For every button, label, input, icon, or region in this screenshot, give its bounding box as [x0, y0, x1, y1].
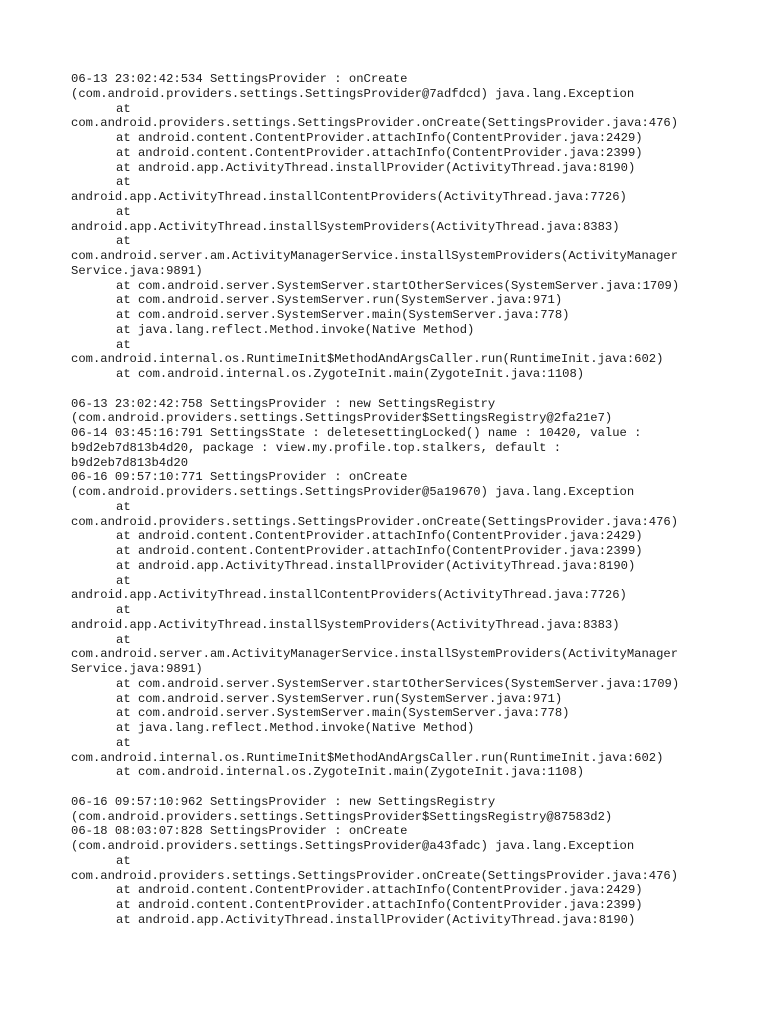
log-line: b9d2eb7d813b4d20 [71, 455, 189, 470]
log-line: at com.android.server.SystemServer.run(SystemServer.java:971) [116, 691, 563, 706]
log-line: (com.android.providers.settings.SettingsProvider$SettingsRegistry@87583d2) [71, 809, 613, 824]
log-line: at [116, 735, 131, 750]
log-line: b9d2eb7d813b4d20, package : view.my.profile.top.stalkers, default : [71, 440, 562, 455]
log-line: com.android.internal.os.RuntimeInit$MethodAndArgsCaller.run(RuntimeInit.java:602) [71, 352, 664, 367]
log-line: at com.android.server.SystemServer.startOtherServices(SystemServer.java:1709) [116, 676, 680, 691]
log-line: Service.java:9891) [71, 662, 203, 676]
log-line: at android.app.ActivityThread.installProvider(ActivityThread.java:8190) [116, 912, 636, 927]
log-line: 06-18 08:03:07:828 SettingsProvider : onCreate [71, 824, 408, 839]
log-line: com.android.providers.settings.SettingsProvider.onCreate(SettingsProvider.java:476) [71, 116, 679, 131]
log-line: at [116, 603, 131, 617]
log-line: (com.android.providers.settings.SettingsProvider$SettingsRegistry@2fa21e7) [71, 411, 613, 426]
log-line: at [116, 499, 131, 514]
log-line: at android.content.ContentProvider.attachInfo(ContentProvider.java:2399) [116, 898, 643, 912]
log-line: at android.content.ContentProvider.attachInfo(ContentProvider.java:2399) [116, 544, 643, 558]
log-line: at com.android.server.SystemServer.startOtherServices(SystemServer.java:1709) [116, 278, 680, 293]
log-line: at com.android.internal.os.ZygoteInit.main(ZygoteInit.java:1108) [116, 765, 585, 780]
log-line: at android.app.ActivityThread.installProvider(ActivityThread.java:8190) [116, 558, 636, 573]
log-line: at android.content.ContentProvider.attachInfo(ContentProvider.java:2399) [116, 145, 643, 160]
blank-line [71, 780, 711, 795]
log-line: com.android.server.am.ActivityManagerService.installSystemProviders(ActivityManager [71, 647, 679, 662]
log-line: (com.android.providers.settings.SettingsProvider@7adfdcd) java.lang.Exception [71, 86, 635, 101]
log-line: 06-13 23:02:42:758 SettingsProvider : new SettingsRegistry [71, 396, 496, 411]
log-line: 06-14 03:45:16:791 SettingsState : deletesettingLocked() name : 10420, value : [71, 426, 642, 440]
log-line: android.app.ActivityThread.installSystemProviders(ActivityThread.java:8383) [71, 617, 620, 632]
log-text-block [71, 72, 711, 928]
log-line: com.android.providers.settings.SettingsProvider.onCreate(SettingsProvider.java:476) [71, 868, 679, 883]
log-line: com.android.providers.settings.SettingsProvider.onCreate(SettingsProvider.java:476) [71, 514, 679, 529]
log-line: at com.android.internal.os.ZygoteInit.main(ZygoteInit.java:1108) [116, 367, 585, 381]
log-line: Service.java:9891) [71, 263, 203, 278]
log-line: at [116, 853, 131, 868]
log-line: at android.content.ContentProvider.attachInfo(ContentProvider.java:2429) [116, 131, 643, 145]
log-line: at [116, 101, 131, 116]
log-line: com.android.server.am.ActivityManagerService.installSystemProviders(ActivityManager [71, 249, 679, 263]
log-line: at android.app.ActivityThread.installProvider(ActivityThread.java:8190) [116, 160, 636, 175]
log-line: 06-16 09:57:10:771 SettingsProvider : onCreate [71, 470, 408, 485]
log-line: 06-16 09:57:10:962 SettingsProvider : new SettingsRegistry [71, 794, 496, 809]
log-line: at [116, 632, 131, 647]
log-line: at [116, 234, 131, 249]
log-line: at [116, 573, 131, 588]
log-line: android.app.ActivityThread.installContentProviders(ActivityThread.java:7726) [71, 588, 627, 603]
log-line: android.app.ActivityThread.installSystemProviders(ActivityThread.java:8383) [71, 219, 620, 234]
log-line: com.android.internal.os.RuntimeInit$MethodAndArgsCaller.run(RuntimeInit.java:602) [71, 750, 664, 765]
log-line: at [116, 204, 131, 219]
log-line: at java.lang.reflect.Method.invoke(Native Method) [116, 322, 475, 337]
log-line: at [116, 175, 131, 190]
log-line: (com.android.providers.settings.SettingsProvider@5a19670) java.lang.Exception [71, 485, 635, 499]
log-line: at com.android.server.SystemServer.main(SystemServer.java:778) [116, 706, 570, 721]
blank-line [71, 382, 711, 397]
log-line: at java.lang.reflect.Method.invoke(Native Method) [116, 721, 475, 735]
log-line: at android.content.ContentProvider.attachInfo(ContentProvider.java:2429) [116, 883, 643, 898]
log-line: at android.content.ContentProvider.attachInfo(ContentProvider.java:2429) [116, 529, 643, 544]
log-line: at [116, 337, 131, 352]
log-line: at com.android.server.SystemServer.run(SystemServer.java:971) [116, 293, 563, 308]
log-line: 06-13 23:02:42:534 SettingsProvider : onCreate [71, 72, 408, 86]
log-line: at com.android.server.SystemServer.main(SystemServer.java:778) [116, 308, 570, 322]
log-line: (com.android.providers.settings.SettingsProvider@a43fadc) java.lang.Exception [71, 839, 635, 853]
log-line: android.app.ActivityThread.installContentProviders(ActivityThread.java:7726) [71, 190, 627, 204]
